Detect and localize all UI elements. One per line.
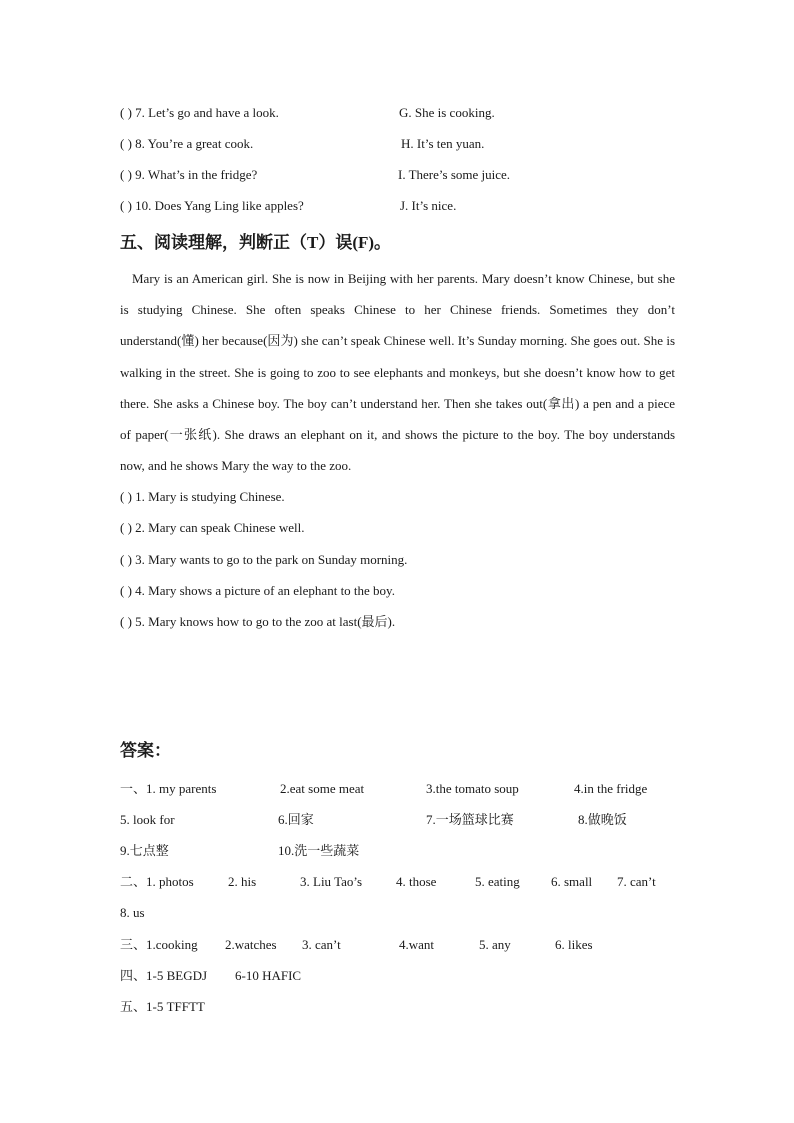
answer-item: 3. can’t bbox=[302, 937, 341, 952]
answer-item: 9.七点整 bbox=[120, 843, 169, 858]
answer-item: 7. can’t bbox=[617, 874, 656, 889]
answer-item: 4. those bbox=[396, 874, 437, 889]
answer-item: 4.want bbox=[399, 937, 435, 952]
answer-item: 10.洗一些蔬菜 bbox=[278, 843, 360, 858]
answer-item: 6.回家 bbox=[278, 812, 314, 827]
answer-item: 5. eating bbox=[475, 874, 520, 889]
answer-item: 6. small bbox=[551, 874, 593, 889]
question-9: ( ) 9. What’s in the fridge? bbox=[120, 167, 258, 182]
tf-question-4: ( ) 4. Mary shows a picture of an elephant to the boy. bbox=[120, 583, 395, 598]
tf-question-5: ( ) 5. Mary knows how to go to the zoo at last(最后). bbox=[120, 614, 396, 629]
tf-question-3: ( ) 3. Mary wants to go to the park on Sunday morning. bbox=[120, 552, 408, 567]
question-10: ( ) 10. Does Yang Ling like apples? bbox=[120, 198, 304, 213]
answer-item: 一、1. my parents bbox=[120, 781, 217, 796]
answer-item: 二、1. photos bbox=[120, 874, 194, 889]
tf-question-1: ( ) 1. Mary is studying Chinese. bbox=[120, 489, 285, 504]
answer-item: 5. any bbox=[479, 937, 511, 952]
answer-item: 3. Liu Tao’s bbox=[300, 874, 363, 889]
question-7: ( ) 7. Let’s go and have a look. bbox=[120, 105, 279, 120]
question-8: ( ) 8. You’re a great cook. bbox=[120, 136, 254, 151]
answer-item: 7.一场篮球比赛 bbox=[426, 812, 514, 827]
option-h: H. It’s ten yuan. bbox=[401, 136, 485, 151]
option-j: J. It’s nice. bbox=[400, 198, 457, 213]
answer-item: 4.in the fridge bbox=[574, 781, 648, 796]
option-g: G. She is cooking. bbox=[399, 105, 495, 120]
answer-item: 2.watches bbox=[225, 937, 277, 952]
tf-question-2: ( ) 2. Mary can speak Chinese well. bbox=[120, 520, 305, 535]
answer-item: 5. look for bbox=[120, 812, 175, 827]
answer-item: 2. his bbox=[228, 874, 257, 889]
reading-passage bbox=[120, 263, 675, 481]
answers-section-5: 五、1-5 TFFTT bbox=[120, 999, 205, 1014]
answer-item: 8. us bbox=[120, 905, 145, 920]
answer-item: 6. likes bbox=[555, 937, 593, 952]
answer-item: 8.做晚饭 bbox=[578, 812, 627, 827]
answer-item: 2.eat some meat bbox=[280, 781, 365, 796]
answer-item: 6-10 HAFIC bbox=[235, 968, 302, 983]
answer-item: 四、1-5 BEGDJ bbox=[120, 968, 208, 983]
option-i: I. There’s some juice. bbox=[398, 167, 511, 182]
answer-item: 三、1.cooking bbox=[120, 937, 198, 952]
answers-title: 答案： bbox=[120, 741, 171, 760]
answer-item: 3.the tomato soup bbox=[426, 781, 519, 796]
passage-text: Mary is an American girl. She is now in Beijing with her parents. Mary doesn’t know Chinese, but she is studying Chinese. She often speaks Chinese to her Chinese friends. Sometimes they don’t understand(懂) her because(因为) she can’t speak Chinese well. It’s Sunday morning. She goes out. She is walking in the street. She is going to zoo to see elephants and monkeys, but she doesn’t know how to get there. She asks a Chinese boy. The boy can’t understand her. Then she takes out(拿出) a pen and a piece of paper(一张纸). She draws an elephant on it, and shows the picture to the boy. The boy understands now, and he shows Mary the way to the zoo. bbox=[120, 271, 675, 474]
section-5-title: 五、阅读理解，判断正（T）误(F)。 bbox=[120, 233, 392, 252]
